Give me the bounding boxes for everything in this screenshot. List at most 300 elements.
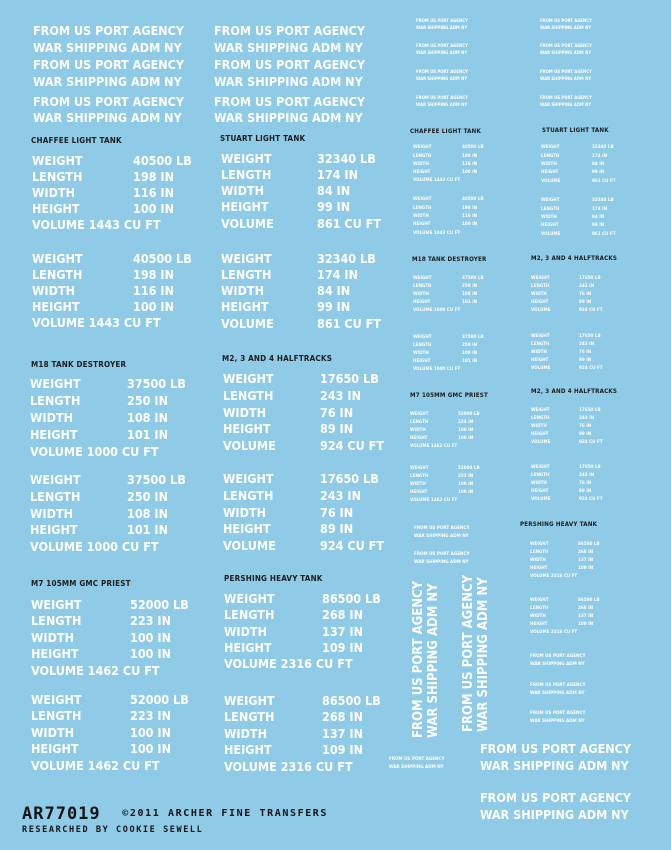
agency-line2: WAR SHIPPING ADM NY <box>33 40 182 55</box>
width-label: WIDTH <box>413 292 429 297</box>
length-label: LENGTH <box>221 167 272 182</box>
agency-line1: FROM US PORT AGENCY <box>411 580 426 738</box>
pershing-heading-small: PERSHING HEAVY TANK <box>520 521 598 528</box>
length-value: 243 IN <box>579 416 595 421</box>
chaffee-heading-small: CHAFFEE LIGHT TANK <box>410 128 481 135</box>
agency-line1: FROM US PORT AGENCY <box>214 57 366 72</box>
length-label: LENGTH <box>531 416 550 421</box>
height-label: HEIGHT <box>223 421 271 436</box>
width-value: 100 IN <box>130 630 171 645</box>
m18-heading-small: M18 TANK DESTROYER <box>412 256 487 263</box>
height-label: HEIGHT <box>410 490 428 495</box>
m18-heading: M18 TANK DESTROYER <box>31 360 127 369</box>
length-label: LENGTH <box>413 343 432 348</box>
weight-value: 32340 LB <box>317 251 376 266</box>
agency-line2: WAR SHIPPING ADM NY <box>540 103 592 108</box>
volume-line: VOLUME 1000 CU FT <box>30 539 159 554</box>
agency-line2: WAR SHIPPING ADM NY <box>540 26 592 31</box>
weight-value: 86500 LB <box>578 542 600 547</box>
height-label: HEIGHT <box>413 170 431 175</box>
length-value: 198 IN <box>133 267 174 282</box>
width-value: 76 IN <box>579 292 592 297</box>
length-label: LENGTH <box>530 606 549 611</box>
height-label: HEIGHT <box>541 223 559 228</box>
agency-line1: FROM US PORT AGENCY <box>389 757 445 762</box>
length-value: 268 IN <box>322 607 363 622</box>
width-value: 137 IN <box>578 558 594 563</box>
length-label: LENGTH <box>31 708 82 723</box>
weight-value: 86500 LB <box>322 693 381 708</box>
width-value: 100 IN <box>130 725 171 740</box>
length-label: LENGTH <box>224 709 275 724</box>
weight-value: 37500 LB <box>127 376 186 391</box>
weight-label: WEIGHT <box>223 471 274 486</box>
height-value: 109 IN <box>322 640 363 655</box>
height-label: HEIGHT <box>413 359 431 364</box>
agency-line2: WAR SHIPPING ADM NY <box>480 758 629 773</box>
agency-line1: FROM US PORT AGENCY <box>480 790 632 805</box>
weight-value: 32340 LB <box>317 151 376 166</box>
volume-label: VOLUME <box>531 497 551 502</box>
width-value: 116 IN <box>133 185 174 200</box>
width-value: 100 IN <box>458 482 474 487</box>
volume-line: VOLUME 1462 CU FT <box>31 663 160 678</box>
agency-line1: FROM US PORT AGENCY <box>414 552 470 557</box>
agency-line2: WAR SHIPPING ADM NY <box>540 51 592 56</box>
length-label: LENGTH <box>31 613 82 628</box>
researched-by: RESEARCHED BY COOKIE SEWELL <box>22 825 204 835</box>
width-label: WIDTH <box>413 162 429 167</box>
height-value: 100 IN <box>458 490 474 495</box>
height-value: 100 IN <box>462 222 478 227</box>
weight-label: WEIGHT <box>223 371 274 386</box>
weight-label: WEIGHT <box>32 153 83 168</box>
height-value: 99 IN <box>317 199 351 214</box>
halftrack-heading-small-2: M2, 3 AND 4 HALFTRACKS <box>531 388 618 395</box>
height-label: HEIGHT <box>31 646 79 661</box>
width-value: 108 IN <box>127 410 168 425</box>
height-value: 99 IN <box>592 223 605 228</box>
copyright: ©2011 ARCHER FINE TRANSFERS <box>122 808 329 819</box>
length-label: LENGTH <box>413 284 432 289</box>
agency-line2: WAR SHIPPING ADM NY <box>416 26 468 31</box>
width-label: WIDTH <box>531 481 547 486</box>
width-label: WIDTH <box>32 283 76 298</box>
height-label: HEIGHT <box>221 199 269 214</box>
priest-heading-small: M7 105MM GMC PRIEST <box>410 392 488 399</box>
agency-line1: FROM US PORT AGENCY <box>540 96 592 101</box>
width-value: 137 IN <box>322 726 363 741</box>
length-label: LENGTH <box>410 474 429 479</box>
volume-value: 924 CU FT <box>579 308 603 313</box>
agency-line2: WAR SHIPPING ADM NY <box>425 583 441 738</box>
width-label: WIDTH <box>531 292 547 297</box>
height-value: 100 IN <box>133 299 174 314</box>
agency-line1: FROM US PORT AGENCY <box>214 23 366 38</box>
length-label: LENGTH <box>530 550 549 555</box>
width-label: WIDTH <box>531 350 547 355</box>
height-value: 89 IN <box>579 300 592 305</box>
weight-label: WEIGHT <box>221 251 272 266</box>
stuart-heading-small: STUART LIGHT TANK <box>542 127 609 134</box>
width-value: 84 IN <box>592 162 605 167</box>
height-label: HEIGHT <box>531 489 549 494</box>
width-label: WIDTH <box>541 215 557 220</box>
height-value: 101 IN <box>462 300 478 305</box>
agency-line2: WAR SHIPPING ADM NY <box>214 110 363 125</box>
weight-label: WEIGHT <box>30 472 81 487</box>
volume-line: VOLUME 1000 CU FT <box>413 308 461 313</box>
width-value: 108 IN <box>462 292 478 297</box>
length-value: 174 IN <box>317 167 358 182</box>
agency-vertical-1 <box>412 581 442 738</box>
height-label: HEIGHT <box>31 741 79 756</box>
length-label: LENGTH <box>413 206 432 211</box>
width-value: 108 IN <box>462 351 478 356</box>
width-label: WIDTH <box>30 410 74 425</box>
volume-label: VOLUME <box>221 316 274 331</box>
agency-line1: FROM US PORT AGENCY <box>530 683 586 688</box>
height-label: HEIGHT <box>30 427 78 442</box>
width-label: WIDTH <box>30 506 74 521</box>
width-value: 116 IN <box>462 162 478 167</box>
length-value: 243 IN <box>320 388 361 403</box>
agency-line2: WAR SHIPPING ADM NY <box>33 110 182 125</box>
width-label: WIDTH <box>413 351 429 356</box>
weight-label: WEIGHT <box>221 151 272 166</box>
height-value: 100 IN <box>462 170 478 175</box>
width-label: WIDTH <box>223 505 267 520</box>
pershing-heading: PERSHING HEAVY TANK <box>224 574 323 583</box>
height-label: HEIGHT <box>221 299 269 314</box>
agency-line2: WAR SHIPPING ADM NY <box>530 719 585 724</box>
weight-value: 52000 LB <box>458 466 480 471</box>
height-label: HEIGHT <box>531 300 549 305</box>
length-value: 223 IN <box>130 613 171 628</box>
weight-value: 17650 LB <box>579 334 601 339</box>
weight-value: 17650 LB <box>320 371 379 386</box>
volume-label: VOLUME <box>223 538 276 553</box>
weight-label: WEIGHT <box>413 335 432 340</box>
width-label: WIDTH <box>223 405 267 420</box>
height-label: HEIGHT <box>32 201 80 216</box>
chaffee-heading: CHAFFEE LIGHT TANK <box>31 136 122 145</box>
volume-line: VOLUME 1000 CU FT <box>413 367 461 372</box>
agency-line1: FROM US PORT AGENCY <box>461 574 476 732</box>
volume-label: VOLUME <box>541 232 561 237</box>
agency-line1: FROM US PORT AGENCY <box>540 19 592 24</box>
weight-label: WEIGHT <box>530 598 549 603</box>
priest-heading: M7 105MM GMC PRIEST <box>31 579 131 588</box>
height-label: HEIGHT <box>32 299 80 314</box>
volume-value: 861 CU FT <box>592 179 616 184</box>
length-label: LENGTH <box>223 388 274 403</box>
height-label: HEIGHT <box>531 432 549 437</box>
weight-value: 17650 LB <box>579 276 601 281</box>
width-label: WIDTH <box>31 630 75 645</box>
agency-line2: WAR SHIPPING ADM NY <box>214 74 363 89</box>
agency-line1: FROM US PORT AGENCY <box>416 96 468 101</box>
agency-line1: FROM US PORT AGENCY <box>33 57 185 72</box>
weight-label: WEIGHT <box>541 198 560 203</box>
weight-value: 17650 LB <box>579 465 601 470</box>
agency-line1: FROM US PORT AGENCY <box>416 44 468 49</box>
volume-label: VOLUME <box>541 179 561 184</box>
agency-line2: WAR SHIPPING ADM NY <box>416 103 468 108</box>
weight-label: WEIGHT <box>30 376 81 391</box>
weight-value: 32340 LB <box>592 145 614 150</box>
height-label: HEIGHT <box>224 742 272 757</box>
volume-line: VOLUME 1443 CU FT <box>413 231 461 236</box>
width-value: 76 IN <box>579 350 592 355</box>
agency-line1: FROM US PORT AGENCY <box>33 94 185 109</box>
length-value: 174 IN <box>592 207 608 212</box>
height-label: HEIGHT <box>530 566 548 571</box>
length-value: 268 IN <box>578 606 594 611</box>
width-label: WIDTH <box>221 283 265 298</box>
width-value: 76 IN <box>320 405 354 420</box>
width-value: 76 IN <box>579 481 592 486</box>
stuart-heading: STUART LIGHT TANK <box>220 134 306 143</box>
weight-label: WEIGHT <box>410 466 429 471</box>
volume-value: 861 CU FT <box>317 316 382 331</box>
height-label: HEIGHT <box>224 640 272 655</box>
width-value: 116 IN <box>133 283 174 298</box>
agency-line2: WAR SHIPPING ADM NY <box>416 51 468 56</box>
volume-value: 924 CU FT <box>579 440 603 445</box>
halftrack-heading: M2, 3 AND 4 HALFTRACKS <box>222 354 333 363</box>
width-value: 108 IN <box>127 506 168 521</box>
volume-line: VOLUME 1443 CU FT <box>32 217 161 232</box>
volume-line: VOLUME 1443 CU FT <box>413 178 461 183</box>
volume-line: VOLUME 1462 CU FT <box>410 444 458 449</box>
length-label: LENGTH <box>410 420 429 425</box>
weight-label: WEIGHT <box>31 692 82 707</box>
weight-label: WEIGHT <box>413 145 432 150</box>
width-value: 137 IN <box>322 624 363 639</box>
length-label: LENGTH <box>30 393 81 408</box>
width-label: WIDTH <box>224 624 268 639</box>
agency-line1: FROM US PORT AGENCY <box>416 19 468 24</box>
agency-line2: WAR SHIPPING ADM NY <box>530 691 585 696</box>
agency-vertical-2 <box>462 575 492 732</box>
weight-label: WEIGHT <box>541 145 560 150</box>
length-label: LENGTH <box>413 154 432 159</box>
volume-line: VOLUME 2316 CU FT <box>530 574 578 579</box>
volume-label: VOLUME <box>531 308 551 313</box>
height-value: 109 IN <box>578 566 594 571</box>
height-value: 109 IN <box>322 742 363 757</box>
height-value: 101 IN <box>127 427 168 442</box>
agency-line1: FROM US PORT AGENCY <box>530 654 586 659</box>
volume-value: 924 CU FT <box>579 366 603 371</box>
volume-value: 924 CU FT <box>320 538 385 553</box>
volume-line: VOLUME 2316 CU FT <box>224 656 353 671</box>
weight-label: WEIGHT <box>410 412 429 417</box>
length-label: LENGTH <box>221 267 272 282</box>
height-label: HEIGHT <box>530 622 548 627</box>
length-label: LENGTH <box>541 154 560 159</box>
width-value: 76 IN <box>579 424 592 429</box>
width-value: 84 IN <box>592 215 605 220</box>
volume-line: VOLUME 1000 CU FT <box>30 444 159 459</box>
height-label: HEIGHT <box>30 522 78 537</box>
length-value: 243 IN <box>579 473 595 478</box>
width-value: 100 IN <box>458 428 474 433</box>
agency-line2: WAR SHIPPING ADM NY <box>530 662 585 667</box>
length-value: 250 IN <box>462 284 478 289</box>
width-label: WIDTH <box>530 558 546 563</box>
weight-value: 52000 LB <box>130 597 189 612</box>
volume-value: 861 CU FT <box>317 216 382 231</box>
weight-label: WEIGHT <box>531 334 550 339</box>
length-value: 243 IN <box>320 488 361 503</box>
height-value: 89 IN <box>579 489 592 494</box>
volume-value: 924 CU FT <box>320 438 385 453</box>
height-value: 89 IN <box>320 521 354 536</box>
weight-value: 37500 LB <box>462 276 484 281</box>
agency-line2: WAR SHIPPING ADM NY <box>414 560 469 565</box>
weight-label: WEIGHT <box>531 465 550 470</box>
weight-label: WEIGHT <box>531 408 550 413</box>
agency-line1: FROM US PORT AGENCY <box>480 741 632 756</box>
length-value: 243 IN <box>579 284 595 289</box>
width-value: 137 IN <box>578 614 594 619</box>
height-label: HEIGHT <box>413 300 431 305</box>
height-label: HEIGHT <box>413 222 431 227</box>
width-label: WIDTH <box>410 482 426 487</box>
length-value: 268 IN <box>578 550 594 555</box>
volume-line: VOLUME 2316 CU FT <box>224 759 353 774</box>
agency-line1: FROM US PORT AGENCY <box>214 94 366 109</box>
agency-line2: WAR SHIPPING ADM NY <box>414 534 469 539</box>
length-value: 250 IN <box>127 393 168 408</box>
weight-value: 40500 LB <box>133 251 192 266</box>
weight-value: 86500 LB <box>578 598 600 603</box>
width-label: WIDTH <box>410 428 426 433</box>
weight-value: 86500 LB <box>322 591 381 606</box>
weight-label: WEIGHT <box>224 591 275 606</box>
weight-value: 37500 LB <box>462 335 484 340</box>
width-value: 84 IN <box>317 283 351 298</box>
height-label: HEIGHT <box>223 521 271 536</box>
height-value: 101 IN <box>462 359 478 364</box>
weight-label: WEIGHT <box>32 251 83 266</box>
length-label: LENGTH <box>531 473 550 478</box>
volume-line: VOLUME 1462 CU FT <box>31 758 160 773</box>
agency-line2: WAR SHIPPING ADM NY <box>416 77 468 82</box>
width-value: 76 IN <box>320 505 354 520</box>
length-label: LENGTH <box>32 267 83 282</box>
length-value: 174 IN <box>317 267 358 282</box>
length-value: 198 IN <box>133 169 174 184</box>
weight-value: 52000 LB <box>458 412 480 417</box>
height-value: 100 IN <box>133 201 174 216</box>
weight-value: 40500 LB <box>133 153 192 168</box>
weight-label: WEIGHT <box>31 597 82 612</box>
volume-label: VOLUME <box>531 440 551 445</box>
agency-line1: FROM US PORT AGENCY <box>530 711 586 716</box>
product-code: AR77019 <box>22 804 101 824</box>
agency-line1: FROM US PORT AGENCY <box>540 70 592 75</box>
volume-label: VOLUME <box>221 216 274 231</box>
length-label: LENGTH <box>223 488 274 503</box>
length-value: 243 IN <box>579 342 595 347</box>
width-label: WIDTH <box>32 185 76 200</box>
volume-label: VOLUME <box>223 438 276 453</box>
height-value: 89 IN <box>579 432 592 437</box>
length-value: 250 IN <box>462 343 478 348</box>
width-label: WIDTH <box>221 183 265 198</box>
length-value: 223 IN <box>458 474 474 479</box>
width-label: WIDTH <box>224 726 268 741</box>
weight-label: WEIGHT <box>530 542 549 547</box>
height-value: 100 IN <box>130 646 171 661</box>
halftrack-heading-small: M2, 3 AND 4 HALFTRACKS <box>531 255 618 262</box>
volume-line: VOLUME 1462 CU FT <box>410 498 458 503</box>
agency-line1: FROM US PORT AGENCY <box>414 526 470 531</box>
agency-line2: WAR SHIPPING ADM NY <box>480 807 629 822</box>
height-label: HEIGHT <box>541 170 559 175</box>
height-label: HEIGHT <box>531 358 549 363</box>
agency-line2: WAR SHIPPING ADM NY <box>540 77 592 82</box>
width-label: WIDTH <box>413 214 429 219</box>
width-label: WIDTH <box>531 424 547 429</box>
weight-value: 32340 LB <box>592 198 614 203</box>
agency-line2: WAR SHIPPING ADM NY <box>214 40 363 55</box>
footer <box>22 804 328 835</box>
height-value: 100 IN <box>130 741 171 756</box>
height-value: 99 IN <box>317 299 351 314</box>
height-value: 89 IN <box>579 358 592 363</box>
agency-line2: WAR SHIPPING ADM NY <box>389 765 444 770</box>
width-label: WIDTH <box>31 725 75 740</box>
length-value: 268 IN <box>322 709 363 724</box>
weight-label: WEIGHT <box>413 276 432 281</box>
weight-value: 17650 LB <box>579 408 601 413</box>
height-value: 99 IN <box>592 170 605 175</box>
weight-label: WEIGHT <box>224 693 275 708</box>
width-value: 84 IN <box>317 183 351 198</box>
volume-value: 924 CU FT <box>579 497 603 502</box>
length-label: LENGTH <box>531 284 550 289</box>
agency-line1: FROM US PORT AGENCY <box>416 70 468 75</box>
height-value: 101 IN <box>127 522 168 537</box>
weight-value: 17650 LB <box>320 471 379 486</box>
width-value: 116 IN <box>462 214 478 219</box>
weight-value: 40500 LB <box>462 145 484 150</box>
agency-line1: FROM US PORT AGENCY <box>33 23 185 38</box>
length-value: 198 IN <box>462 154 478 159</box>
width-label: WIDTH <box>530 614 546 619</box>
agency-line1: FROM US PORT AGENCY <box>540 44 592 49</box>
agency-line2: WAR SHIPPING ADM NY <box>475 577 491 732</box>
agency-line2: WAR SHIPPING ADM NY <box>33 74 182 89</box>
length-value: 223 IN <box>130 708 171 723</box>
height-label: HEIGHT <box>410 436 428 441</box>
volume-line: VOLUME 2316 CU FT <box>530 630 578 635</box>
weight-label: WEIGHT <box>413 197 432 202</box>
length-label: LENGTH <box>541 207 560 212</box>
volume-label: VOLUME <box>531 366 551 371</box>
volume-value: 861 CU FT <box>592 232 616 237</box>
length-label: LENGTH <box>30 489 81 504</box>
length-label: LENGTH <box>32 169 83 184</box>
length-value: 198 IN <box>462 206 478 211</box>
length-value: 250 IN <box>127 489 168 504</box>
height-value: 89 IN <box>320 421 354 436</box>
width-label: WIDTH <box>541 162 557 167</box>
